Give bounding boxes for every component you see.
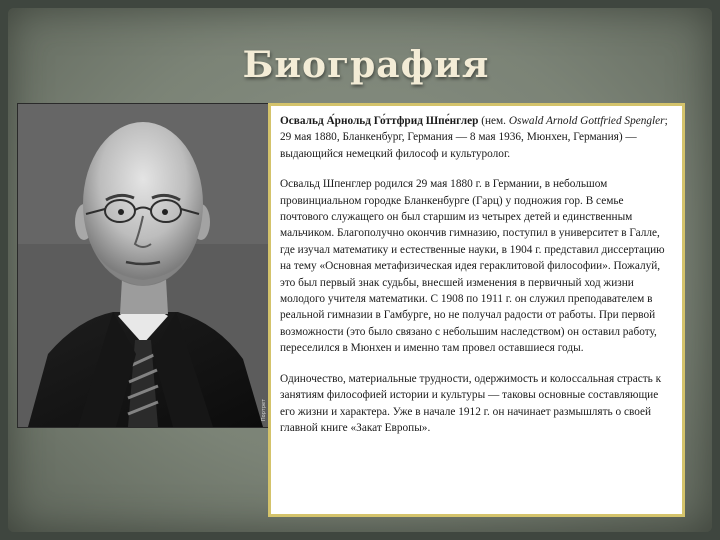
german-name: Oswald Arnold Gottfried Spengler bbox=[508, 115, 665, 127]
bio-paragraph-3: Одиночество, материальные трудности, одержимость и колоссальная страсть к занятиям философией истории и культуры — таковы основные составляющие его жизни и характера. Уже в начале 1912 г. он начинает размышлять о своей главной книге «Закат Европы». bbox=[280, 372, 662, 434]
bio-paragraph-2: Освальд Шпенглер родился 29 мая 1880 г. в Германии, в небольшом провинциальном городке Бланкенбурге (Гарц) у подножия гор. В семье почтового служащего он был старшим из четырех детей и единственным мальчиком. Благополучно окончив гимназию, поступил в университет в Галле, где изучал математику и естественные науки, в 1904 г. представил диссертацию на тему «Основная метафизическая идея гераклитовой философии». Пожалуй, это был первый знак судьбы, внесшей изменения в первичный ход жизни молодого учителя математики. С 1908 по 1911 г. он служил преподавателем в реальной гимназии в Гамбурге, но не получал радости от работы. При первой возможности (это было связано с небольшим наследством) он оставил работу, переселился в Мюнхен и именно там провел оставшиеся годы. bbox=[280, 178, 665, 355]
slide-title: Биография bbox=[242, 44, 490, 86]
lang-prefix: (нем. bbox=[478, 115, 509, 127]
biography-text-box bbox=[268, 103, 685, 517]
portrait-photo bbox=[17, 103, 269, 428]
portrait-illustration bbox=[18, 104, 268, 427]
bio-paragraph-1 bbox=[280, 113, 674, 162]
full-name: Освальд А́рнольд Го́ттфрид Шпе́нглер bbox=[280, 115, 479, 127]
bio-dates: ; 29 мая 1880, Бланкенбург, Германия — 8 мая 1936, Мюнхен, Германия) — выдающийся немецкий философ и культуролог. bbox=[280, 115, 668, 160]
photo-caption: Портрет bbox=[261, 398, 267, 421]
